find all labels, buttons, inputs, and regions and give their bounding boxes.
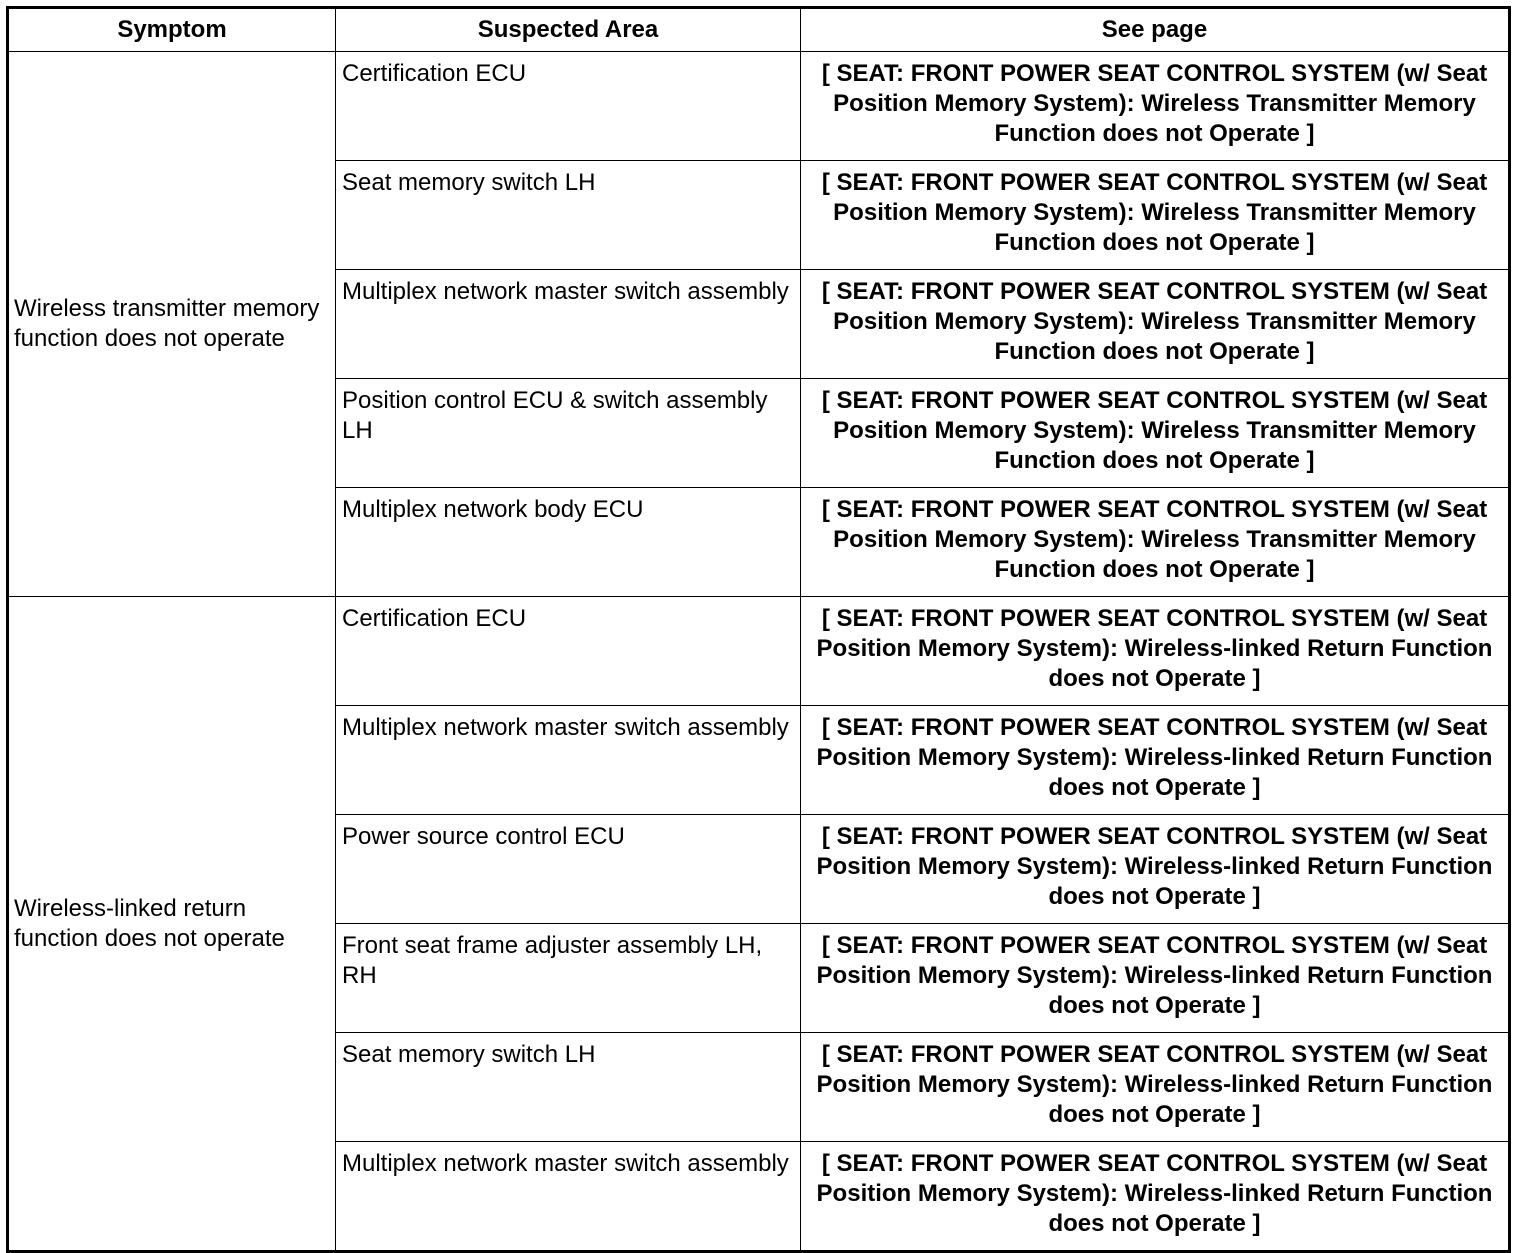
see-page-link[interactable]: [ SEAT: FRONT POWER SEAT CONTROL SYSTEM (w/ Seat Position Memory System): Wireless-linked Return Function does not Operate ] — [801, 924, 1510, 1033]
see-page-link[interactable]: [ SEAT: FRONT POWER SEAT CONTROL SYSTEM (w/ Seat Position Memory System): Wireless Transmitter Memory Function does not Operate ] — [801, 161, 1510, 270]
header-see-page: See page — [801, 8, 1510, 52]
see-page-link[interactable]: [ SEAT: FRONT POWER SEAT CONTROL SYSTEM (w/ Seat Position Memory System): Wireless Transmitter Memory Function does not Operate ] — [801, 52, 1510, 161]
suspected-area-cell: Certification ECU — [336, 52, 801, 161]
header-suspected-area: Suspected Area — [336, 8, 801, 52]
header-symptom: Symptom — [8, 8, 336, 52]
table-row — [8, 52, 1510, 161]
suspected-area-cell: Multiplex network master switch assembly — [336, 270, 801, 379]
see-page-link[interactable]: [ SEAT: FRONT POWER SEAT CONTROL SYSTEM (w/ Seat Position Memory System): Wireless-linked Return Function does not Operate ] — [801, 1142, 1510, 1252]
see-page-link[interactable]: [ SEAT: FRONT POWER SEAT CONTROL SYSTEM (w/ Seat Position Memory System): Wireless-linked Return Function does not Operate ] — [801, 597, 1510, 706]
see-page-link[interactable]: [ SEAT: FRONT POWER SEAT CONTROL SYSTEM (w/ Seat Position Memory System): Wireless-linked Return Function does not Operate ] — [801, 815, 1510, 924]
problem-symptoms-table — [6, 6, 1511, 1253]
see-page-link[interactable]: [ SEAT: FRONT POWER SEAT CONTROL SYSTEM (w/ Seat Position Memory System): Wireless Transmitter Memory Function does not Operate ] — [801, 488, 1510, 597]
suspected-area-cell: Certification ECU — [336, 597, 801, 706]
see-page-link[interactable]: [ SEAT: FRONT POWER SEAT CONTROL SYSTEM (w/ Seat Position Memory System): Wireless Transmitter Memory Function does not Operate ] — [801, 270, 1510, 379]
suspected-area-cell: Front seat frame adjuster assembly LH, RH — [336, 924, 801, 1033]
suspected-area-cell: Seat memory switch LH — [336, 161, 801, 270]
suspected-area-cell: Multiplex network master switch assembly — [336, 706, 801, 815]
suspected-area-cell: Multiplex network body ECU — [336, 488, 801, 597]
symptom-cell: Wireless-linked return function does not operate — [8, 597, 336, 1252]
suspected-area-cell: Multiplex network master switch assembly — [336, 1142, 801, 1252]
see-page-link[interactable]: [ SEAT: FRONT POWER SEAT CONTROL SYSTEM (w/ Seat Position Memory System): Wireless-linked Return Function does not Operate ] — [801, 706, 1510, 815]
see-page-link[interactable]: [ SEAT: FRONT POWER SEAT CONTROL SYSTEM (w/ Seat Position Memory System): Wireless Transmitter Memory Function does not Operate ] — [801, 379, 1510, 488]
table-row — [8, 597, 1510, 706]
header-row — [8, 8, 1510, 52]
suspected-area-cell: Position control ECU & switch assembly LH — [336, 379, 801, 488]
symptom-cell: Wireless transmitter memory function does not operate — [8, 52, 336, 597]
suspected-area-cell: Seat memory switch LH — [336, 1033, 801, 1142]
suspected-area-cell: Power source control ECU — [336, 815, 801, 924]
see-page-link[interactable]: [ SEAT: FRONT POWER SEAT CONTROL SYSTEM (w/ Seat Position Memory System): Wireless-linked Return Function does not Operate ] — [801, 1033, 1510, 1142]
